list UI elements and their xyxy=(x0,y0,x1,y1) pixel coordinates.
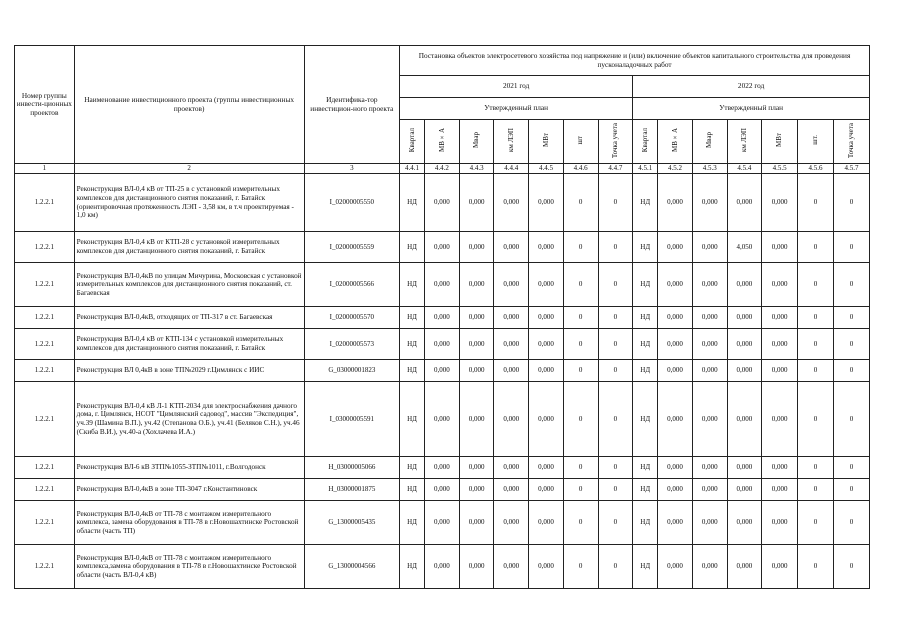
cell-identifier: I_02000005550 xyxy=(304,174,399,232)
cell-value: 0 xyxy=(598,263,633,307)
cell-value: 0,000 xyxy=(727,479,762,501)
cell-value: 0,000 xyxy=(425,307,460,329)
cell-value: 0 xyxy=(798,479,834,501)
cell-value: НД xyxy=(633,263,658,307)
header-unit-cell xyxy=(400,120,425,164)
cell-value: 0,000 xyxy=(494,174,529,232)
cell-value: 4,050 xyxy=(727,232,762,263)
column-number: 4.4.1 xyxy=(400,164,425,174)
cell-group-no: 1.2.2.1 xyxy=(15,545,75,589)
table-row xyxy=(15,479,870,501)
table-row xyxy=(15,457,870,479)
header-unit-label: МВ×А xyxy=(437,128,446,153)
cell-group-no: 1.2.2.1 xyxy=(15,263,75,307)
cell-value: 0,000 xyxy=(529,329,564,360)
table-row xyxy=(15,307,870,329)
cell-value: 0,000 xyxy=(692,545,727,589)
cell-value: 0,000 xyxy=(529,174,564,232)
cell-value: 0 xyxy=(598,232,633,263)
cell-value: 0 xyxy=(598,382,633,457)
cell-value: 0,000 xyxy=(494,307,529,329)
cell-value: 0,000 xyxy=(727,174,762,232)
cell-value: 0,000 xyxy=(727,501,762,545)
header-unit-label: шт xyxy=(576,136,585,145)
column-number: 2 xyxy=(74,164,304,174)
cell-value: 0 xyxy=(598,360,633,382)
cell-value: 0,000 xyxy=(692,174,727,232)
column-number: 4.5.2 xyxy=(658,164,693,174)
investment-table xyxy=(14,45,870,589)
cell-value: 0,000 xyxy=(425,545,460,589)
cell-value: 0,000 xyxy=(658,360,693,382)
cell-value: 0 xyxy=(598,174,633,232)
cell-value: 0,000 xyxy=(692,382,727,457)
cell-value: 0 xyxy=(833,479,869,501)
cell-value: 0 xyxy=(798,501,834,545)
cell-value: 0,000 xyxy=(727,457,762,479)
cell-value: 0,000 xyxy=(459,360,494,382)
cell-value: 0 xyxy=(833,382,869,457)
cell-group-no: 1.2.2.1 xyxy=(15,457,75,479)
header-unit-label: шт. xyxy=(811,135,820,146)
cell-value: 0,000 xyxy=(762,382,798,457)
cell-value: 0 xyxy=(563,263,598,307)
header-unit-label: Квартал xyxy=(640,128,649,153)
cell-value: 0,000 xyxy=(692,232,727,263)
cell-value: 0,000 xyxy=(727,382,762,457)
cell-group-no: 1.2.2.1 xyxy=(15,360,75,382)
cell-value: 0,000 xyxy=(727,263,762,307)
cell-value: 0,000 xyxy=(425,174,460,232)
header-unit-label: Мвар xyxy=(705,132,714,149)
cell-value: НД xyxy=(633,174,658,232)
cell-value: 0,000 xyxy=(727,545,762,589)
cell-value: 0 xyxy=(833,174,869,232)
cell-value: 0,000 xyxy=(494,360,529,382)
cell-value: 0,000 xyxy=(459,457,494,479)
cell-value: 0,000 xyxy=(762,457,798,479)
cell-group-no: 1.2.2.1 xyxy=(15,174,75,232)
cell-value: НД xyxy=(400,545,425,589)
header-unit-label: км ЛЭП xyxy=(507,128,516,153)
header-unit-label: Мвар xyxy=(472,132,481,149)
investment-table-page xyxy=(14,45,870,589)
table-body xyxy=(15,174,870,589)
header-plan-2022: Утвержденный план xyxy=(633,98,870,120)
header-unit-label: МВт xyxy=(541,133,550,148)
cell-value: 0,000 xyxy=(658,501,693,545)
cell-value: 0,000 xyxy=(692,501,727,545)
cell-value: 0,000 xyxy=(658,457,693,479)
cell-value: 0,000 xyxy=(658,479,693,501)
table-row xyxy=(15,263,870,307)
column-number: 4.5.1 xyxy=(633,164,658,174)
cell-project-name: Реконструкция ВЛ-0,4 кВ от КТП-134 с установкой измерительных комплексов для дистанционного снятия показаний, г. Батайск xyxy=(74,329,304,360)
cell-value: 0,000 xyxy=(762,501,798,545)
cell-value: 0,000 xyxy=(494,263,529,307)
cell-value: 0 xyxy=(598,457,633,479)
cell-value: НД xyxy=(633,479,658,501)
cell-value: 0,000 xyxy=(658,545,693,589)
cell-value: 0,000 xyxy=(529,479,564,501)
cell-value: 0,000 xyxy=(692,263,727,307)
header-unit-cell xyxy=(633,120,658,164)
cell-value: 0,000 xyxy=(494,382,529,457)
cell-value: 0,000 xyxy=(425,501,460,545)
header-year-2022: 2022 год xyxy=(633,76,870,98)
table-row xyxy=(15,174,870,232)
cell-value: НД xyxy=(400,382,425,457)
cell-value: 0 xyxy=(798,232,834,263)
header-unit-cell xyxy=(658,120,693,164)
header-unit-cell xyxy=(494,120,529,164)
cell-value: 0 xyxy=(798,307,834,329)
column-number: 4.4.5 xyxy=(529,164,564,174)
cell-value: 0 xyxy=(798,174,834,232)
cell-value: 0 xyxy=(598,545,633,589)
cell-value: 0,000 xyxy=(529,307,564,329)
cell-value: 0,000 xyxy=(425,479,460,501)
column-number: 4.4.2 xyxy=(425,164,460,174)
header-identifier: Идентифика-тор инвестицион-ного проекта xyxy=(304,46,399,164)
header-unit-cell xyxy=(563,120,598,164)
cell-identifier: I_02000005573 xyxy=(304,329,399,360)
cell-identifier: I_02000005559 xyxy=(304,232,399,263)
table-row xyxy=(15,545,870,589)
cell-value: 0,000 xyxy=(692,479,727,501)
cell-value: 0,000 xyxy=(425,382,460,457)
cell-value: НД xyxy=(633,232,658,263)
header-main-caption: Постановка объектов электросетевого хозяйства под напряжение и (или) включение объектов капитального строительства для проведения пусконаладочных работ xyxy=(400,46,870,76)
column-number: 4.5.6 xyxy=(798,164,834,174)
cell-value: 0 xyxy=(563,479,598,501)
cell-value: 0 xyxy=(833,501,869,545)
column-number: 4.4.6 xyxy=(563,164,598,174)
column-number: 1 xyxy=(15,164,75,174)
cell-identifier: H_03000005066 xyxy=(304,457,399,479)
cell-value: 0,000 xyxy=(762,263,798,307)
header-unit-cell xyxy=(727,120,762,164)
cell-value: НД xyxy=(400,501,425,545)
cell-value: 0,000 xyxy=(762,329,798,360)
header-project-name: Наименование инвестиционного проекта (группы инвестиционных проектов) xyxy=(74,46,304,164)
cell-value: 0,000 xyxy=(494,545,529,589)
header-unit-cell xyxy=(529,120,564,164)
cell-value: 0,000 xyxy=(494,232,529,263)
cell-value: НД xyxy=(633,307,658,329)
header-unit-cell xyxy=(762,120,798,164)
cell-group-no: 1.2.2.1 xyxy=(15,501,75,545)
cell-value: 0 xyxy=(598,329,633,360)
table-row xyxy=(15,232,870,263)
cell-value: НД xyxy=(633,360,658,382)
cell-value: 0,000 xyxy=(762,307,798,329)
cell-value: 0,000 xyxy=(529,232,564,263)
cell-value: 0,000 xyxy=(658,174,693,232)
cell-value: 0,000 xyxy=(529,545,564,589)
cell-value: 0 xyxy=(833,360,869,382)
cell-identifier: G_13000005435 xyxy=(304,501,399,545)
cell-value: 0 xyxy=(563,457,598,479)
cell-value: 0,000 xyxy=(459,501,494,545)
cell-value: 0,000 xyxy=(762,545,798,589)
header-unit-cell xyxy=(833,120,869,164)
cell-value: 0,000 xyxy=(459,329,494,360)
cell-value: 0,000 xyxy=(658,307,693,329)
cell-value: 0,000 xyxy=(658,232,693,263)
cell-value: 0 xyxy=(798,329,834,360)
cell-value: 0,000 xyxy=(762,360,798,382)
cell-value: 0 xyxy=(598,307,633,329)
cell-group-no: 1.2.2.1 xyxy=(15,329,75,360)
cell-value: 0 xyxy=(563,382,598,457)
cell-value: НД xyxy=(633,501,658,545)
cell-project-name: Реконструкция ВЛ-0,4кВ от ТП-78 с монтажом измерительного комплекса, замена оборудования в ТП-78 в г.Новошахтинске Ростовской области (часть ТП) xyxy=(74,501,304,545)
cell-project-name: Реконструкция ВЛ-0,4кВ в зоне ТП-3047 г.Константиновск xyxy=(74,479,304,501)
cell-value: 0,000 xyxy=(459,232,494,263)
cell-value: 0,000 xyxy=(658,263,693,307)
header-unit-label: Квартал xyxy=(407,128,416,153)
cell-value: 0,000 xyxy=(459,479,494,501)
cell-value: НД xyxy=(400,232,425,263)
cell-value: 0 xyxy=(798,382,834,457)
cell-value: 0,000 xyxy=(692,457,727,479)
cell-value: 0,000 xyxy=(658,382,693,457)
cell-value: НД xyxy=(400,457,425,479)
cell-value: 0,000 xyxy=(762,174,798,232)
cell-identifier: I_02000005570 xyxy=(304,307,399,329)
column-number-row xyxy=(15,164,870,174)
column-number: 4.4.7 xyxy=(598,164,633,174)
cell-value: 0,000 xyxy=(425,360,460,382)
cell-value: 0,000 xyxy=(494,329,529,360)
cell-identifier: G_13000004566 xyxy=(304,545,399,589)
header-year-2021: 2021 год xyxy=(400,76,633,98)
cell-value: 0,000 xyxy=(762,232,798,263)
cell-value: НД xyxy=(633,545,658,589)
cell-value: НД xyxy=(400,307,425,329)
column-number: 4.5.4 xyxy=(727,164,762,174)
cell-value: 0 xyxy=(833,307,869,329)
cell-value: 0,000 xyxy=(762,479,798,501)
cell-value: 0 xyxy=(563,307,598,329)
cell-value: 0,000 xyxy=(425,457,460,479)
cell-value: 0,000 xyxy=(692,329,727,360)
header-plan-2021: Утвержденный план xyxy=(400,98,633,120)
column-number: 4.4.4 xyxy=(494,164,529,174)
cell-value: 0 xyxy=(833,232,869,263)
column-number: 4.5.5 xyxy=(762,164,798,174)
header-unit-cell xyxy=(598,120,633,164)
header-unit-cell xyxy=(459,120,494,164)
header-unit-cell xyxy=(425,120,460,164)
column-number: 3 xyxy=(304,164,399,174)
cell-identifier: G_03000001823 xyxy=(304,360,399,382)
header-unit-label: МВ×А xyxy=(670,128,679,153)
cell-value: 0 xyxy=(833,329,869,360)
cell-project-name: Реконструкция ВЛ-0,4кВ по улицам Мичурина, Московская с установкой измерительных комплексов для дистанционного снятия показаний, ст. Багаевская xyxy=(74,263,304,307)
table-header xyxy=(15,46,870,174)
cell-project-name: Реконструкция ВЛ 0,4кВ в зоне ТП№2029 г.Цимлянск с ИИС xyxy=(74,360,304,382)
cell-project-name: Реконструкция ВЛ-0,4 кВ Л-1 КТП-2034 для электроснабжения дачного дома, г. Цимлянск, НСОТ "Цимлянский садовод", массив "Экспедиция", уч.39 (Шамина В.П.), уч.42 (Степанова О.Б.), уч.41 (Беляков С.Н.), уч.46 (Скиба В.И.), уч.40-а (Хохлачева И.А.) xyxy=(74,382,304,457)
cell-value: 0,000 xyxy=(494,457,529,479)
cell-value: НД xyxy=(400,174,425,232)
cell-value: 0,000 xyxy=(425,329,460,360)
header-unit-label: МВт xyxy=(775,133,784,148)
cell-identifier: I_03000005591 xyxy=(304,382,399,457)
cell-value: 0,000 xyxy=(529,501,564,545)
column-number: 4.5.3 xyxy=(692,164,727,174)
cell-identifier: I_02000005566 xyxy=(304,263,399,307)
table-row xyxy=(15,329,870,360)
cell-value: НД xyxy=(633,457,658,479)
cell-value: 0 xyxy=(563,174,598,232)
cell-value: НД xyxy=(400,360,425,382)
header-unit-label: км ЛЭП xyxy=(740,128,749,153)
cell-value: 0,000 xyxy=(658,329,693,360)
table-row xyxy=(15,382,870,457)
column-number: 4.4.3 xyxy=(459,164,494,174)
cell-value: 0,000 xyxy=(425,232,460,263)
cell-value: 0,000 xyxy=(494,479,529,501)
cell-value: НД xyxy=(400,263,425,307)
cell-value: 0,000 xyxy=(529,360,564,382)
column-number: 4.5.7 xyxy=(833,164,869,174)
header-unit-cell xyxy=(798,120,834,164)
cell-value: 0,000 xyxy=(459,174,494,232)
cell-value: 0 xyxy=(563,360,598,382)
cell-value: 0 xyxy=(798,457,834,479)
cell-value: 0 xyxy=(798,360,834,382)
cell-value: 0 xyxy=(598,501,633,545)
cell-value: 0,000 xyxy=(727,360,762,382)
cell-value: 0 xyxy=(833,545,869,589)
cell-group-no: 1.2.2.1 xyxy=(15,479,75,501)
table-row xyxy=(15,501,870,545)
cell-identifier: H_03000001875 xyxy=(304,479,399,501)
cell-value: НД xyxy=(400,479,425,501)
cell-value: 0 xyxy=(598,479,633,501)
cell-value: НД xyxy=(633,382,658,457)
header-unit-cell xyxy=(692,120,727,164)
cell-value: 0 xyxy=(798,545,834,589)
header-unit-label: Точка учета xyxy=(847,122,856,158)
header-group-no: Номер группы инвести-ционных проектов xyxy=(15,46,75,164)
cell-value: 0,000 xyxy=(494,501,529,545)
table-row xyxy=(15,360,870,382)
cell-value: 0 xyxy=(563,329,598,360)
cell-value: 0,000 xyxy=(459,382,494,457)
cell-value: НД xyxy=(633,329,658,360)
cell-value: 0,000 xyxy=(529,457,564,479)
cell-value: НД xyxy=(400,329,425,360)
cell-group-no: 1.2.2.1 xyxy=(15,232,75,263)
cell-value: 0 xyxy=(563,232,598,263)
cell-value: 0,000 xyxy=(459,307,494,329)
cell-value: 0 xyxy=(833,263,869,307)
header-unit-label: Точка учета xyxy=(611,122,620,158)
cell-project-name: Реконструкция ВЛ-0,4 кВ от КТП-28 с установкой измерительных комплексов для дистанционного снятия показаний, г. Батайск xyxy=(74,232,304,263)
cell-project-name: Реконструкция ВЛ-0,4 кВ от ТП-25 в с установкой измерительных комплексов для дистанционного снятия показаний, г. Батайск (ориентировочная протяженность ЛЭП - 3,58 км, в т.ч проектируемая - 1,0 км) xyxy=(74,174,304,232)
cell-project-name: Реконструкция ВЛ-0,4кВ от ТП-78 с монтажом измерительного комплекса,замена оборудования в ТП-78 в г.Новошахтинске Ростовской области (часть ВЛ-0,4 кВ) xyxy=(74,545,304,589)
cell-value: 0 xyxy=(563,501,598,545)
cell-value: 0,000 xyxy=(727,307,762,329)
cell-value: 0,000 xyxy=(425,263,460,307)
cell-value: 0,000 xyxy=(727,329,762,360)
cell-group-no: 1.2.2.1 xyxy=(15,307,75,329)
cell-value: 0 xyxy=(798,263,834,307)
cell-value: 0,000 xyxy=(692,360,727,382)
cell-value: 0,000 xyxy=(459,263,494,307)
cell-value: 0 xyxy=(833,457,869,479)
cell-project-name: Реконструкция ВЛ-0,4кВ, отходящих от ТП-317 в ст. Багаевская xyxy=(74,307,304,329)
cell-value: 0,000 xyxy=(529,382,564,457)
cell-group-no: 1.2.2.1 xyxy=(15,382,75,457)
cell-value: 0,000 xyxy=(692,307,727,329)
cell-value: 0,000 xyxy=(459,545,494,589)
cell-value: 0 xyxy=(563,545,598,589)
cell-value: 0,000 xyxy=(529,263,564,307)
cell-project-name: Реконструкция ВЛ-6 кВ ЗТП№1055-ЗТП№1011, г.Волгодонск xyxy=(74,457,304,479)
